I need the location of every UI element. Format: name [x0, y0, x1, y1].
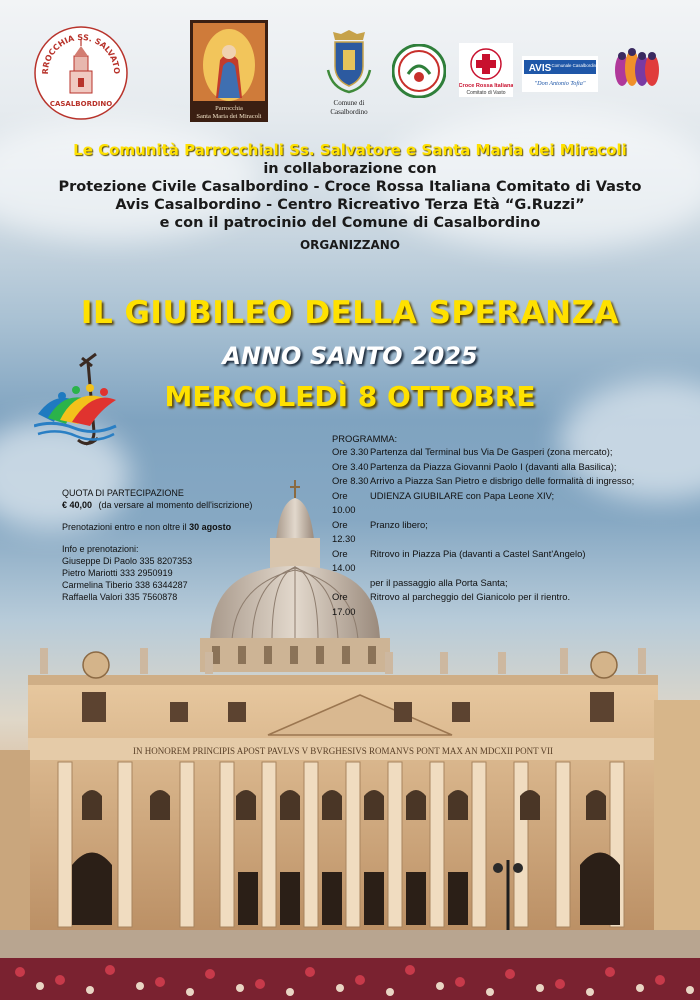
contacts-title: Info e prenotazioni:: [62, 544, 139, 554]
contact-item: Carmelina Tiberio 338 6344287: [62, 580, 188, 590]
program-item: [332, 576, 672, 591]
quota-amount: € 40,00: [62, 500, 93, 510]
partners-line-1: Protezione Civile Casalbordino - Croce Rossa Italiana Comitato di Vasto: [58, 179, 642, 195]
program-text: Pranzo libero;: [370, 518, 428, 530]
patronage-line: e con il patrocinio del Comune di Casalbordino: [159, 215, 541, 231]
event-subtitle: ANNO SANTO 2025: [222, 342, 478, 370]
program-item: [332, 474, 672, 489]
program-text: per il passaggio alla Porta Santa;: [370, 576, 508, 588]
program-text: UDIENZA GIUBILARE con Papa Leone XIV;: [370, 489, 555, 501]
avis-text-3: "Don Antonio Tofia": [534, 80, 586, 87]
program-time: Ore 8.30: [332, 475, 369, 486]
program-time: Ore 3.40: [332, 460, 369, 472]
avis-text-2: Comunale Casalbordino: [551, 63, 598, 68]
madonna-caption-2: Santa Maria dei Miracoli: [196, 113, 262, 120]
program-block: [332, 433, 672, 619]
program-item: [332, 460, 672, 475]
booking-deadline-date: 30 agosto: [189, 522, 232, 532]
quota-label: QUOTA DI PARTECIPAZIONE: [62, 488, 184, 498]
program-time: Ore 3.30: [332, 446, 369, 457]
program-item: [332, 590, 672, 619]
quota-note: (da versare al momento dell'iscrizione): [98, 500, 253, 510]
collaboration-line: in collaborazione con: [263, 161, 437, 177]
booking-deadline-label: Prenotazioni entro e non oltre il: [62, 522, 187, 532]
contact-item: Pietro Mariotti 333 2950919: [62, 568, 173, 578]
participation-info: [62, 487, 282, 603]
program-time: Ore 10.00: [332, 489, 356, 515]
comune-caption-2: Casalbordino: [330, 108, 368, 116]
partners-line-2: Avis Casalbordino - Centro Ricreativo Terza Età “G.Ruzzi”: [115, 197, 585, 213]
croce-rossa-text-1: Croce Rossa Italiana: [459, 83, 513, 89]
comune-casalbordino-logo: [318, 26, 380, 120]
croce-rossa-text-2: Comitato di Vasto: [466, 90, 506, 96]
facade-inscription: IN HONOREM PRINCIPIS APOST PAVLVS V BVRGHESIVS ROMANVS PONT MAX AN MDCXII PONT VII: [132, 746, 554, 756]
program-text: Partenza da Piazza Giovanni Paolo I (davanti alla Basilica);: [370, 460, 617, 472]
program-time: Ore 14.00: [332, 547, 356, 573]
parish-ring-text: RROCCHIA SS. SALVATO: [40, 32, 122, 75]
program-text: Ritrovo in Piazza Pia (davanti a Castel Sant'Angelo): [370, 547, 586, 559]
program-time: Ore 17.00: [332, 591, 356, 617]
parish-ss-salvatore-logo: [34, 26, 128, 120]
program-title: PROGRAMMA:: [332, 433, 398, 444]
contact-item: Raffaella Valori 335 7560878: [62, 592, 178, 602]
croce-rossa-logo: [459, 43, 513, 97]
madonna-parish-logo: [190, 20, 268, 122]
program-text: Arrivo a Piazza San Pietro e disbrigo delle formalità di ingresso;: [370, 475, 635, 486]
program-item: [332, 547, 672, 576]
logo-bar: [0, 0, 700, 125]
madonna-caption-1: Parrocchia: [215, 105, 243, 112]
event-title: IL GIUBILEO DELLA SPERANZA: [80, 295, 620, 331]
avis-logo: [522, 56, 598, 92]
program-text: Partenza dal Terminal bus Via De Gasperi (zona mercato);: [370, 446, 613, 457]
program-item: [332, 518, 672, 547]
terza-eta-logo: [612, 44, 660, 94]
comune-caption-1: Comune di: [333, 99, 365, 107]
organizers-block: [0, 140, 700, 254]
event-date: MERCOLEDÌ 8 OTTOBRE: [164, 380, 536, 413]
program-time: [332, 576, 370, 591]
parishes-line: Le Comunità Parrocchiali Ss. Salvatore e Santa Maria dei Miracoli: [73, 141, 627, 159]
organize-line: ORGANIZZANO: [299, 238, 401, 252]
jubilee-logo: [34, 352, 120, 448]
contact-item: Giuseppe Di Paolo 335 8207353: [62, 556, 193, 566]
protezione-civile-logo: [392, 44, 446, 98]
program-time: Ore 12.30: [332, 518, 356, 544]
program-item: [332, 489, 672, 518]
program-text: Ritrovo al parcheggio del Gianicolo per il rientro.: [370, 591, 571, 602]
program-item: [332, 445, 672, 460]
parish-bottom-text: CASALBORDINO: [49, 100, 113, 108]
avis-text-1: AVIS: [528, 63, 552, 74]
